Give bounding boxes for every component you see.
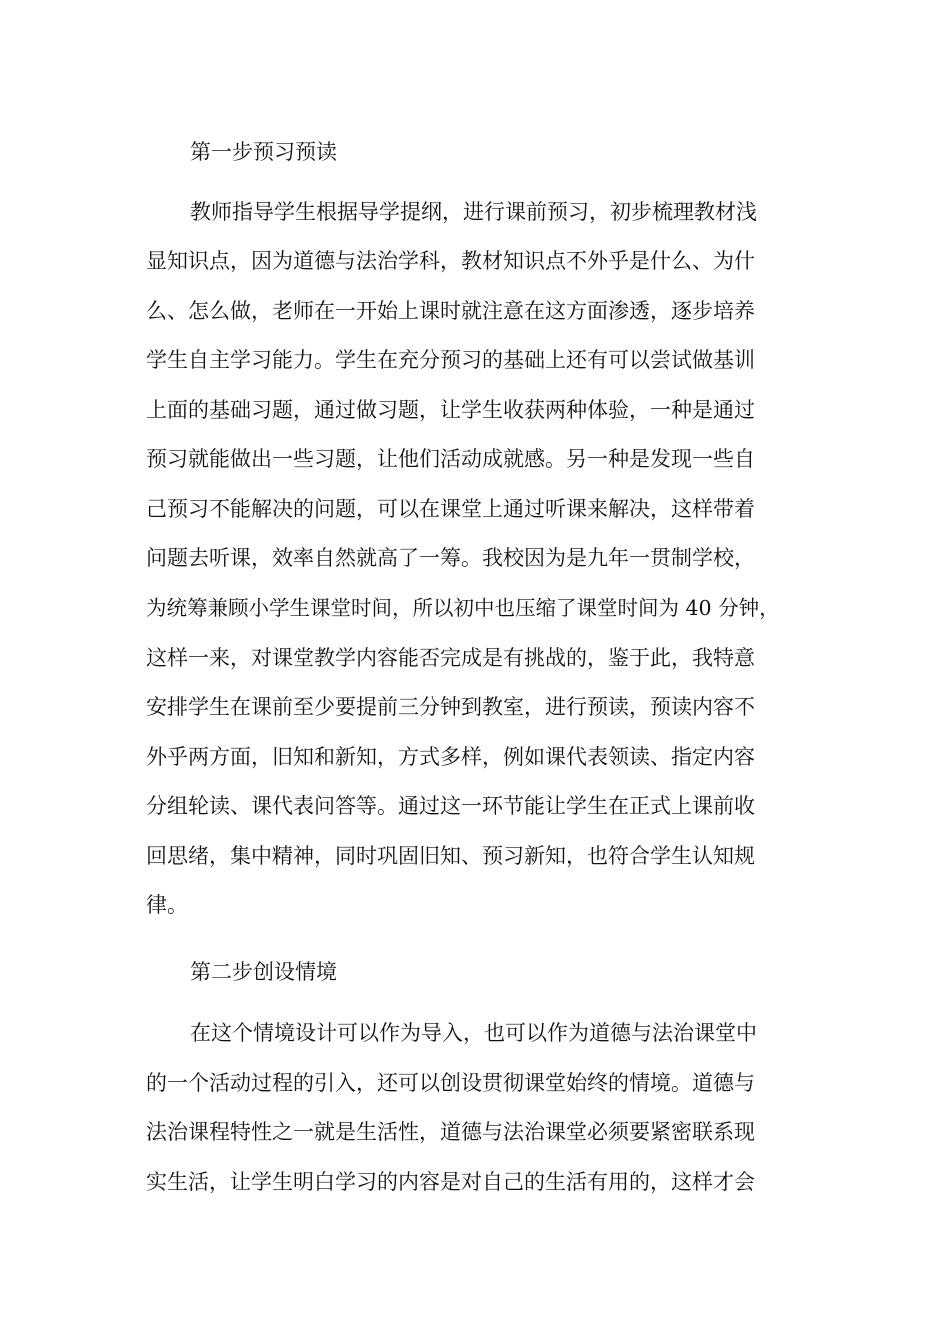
paragraph-line: 外乎两方面，旧知和新知，方式多样，例如课代表领读、指定内容 bbox=[146, 745, 755, 769]
paragraph-line: 律。 bbox=[146, 893, 188, 917]
section-heading: 第一步预习预读 bbox=[190, 140, 337, 164]
paragraph-line: 为统筹兼顾小学生课堂时间，所以初中也压缩了课堂时间为 40 分钟， bbox=[146, 596, 780, 620]
paragraph-line: 在这个情境设计可以作为导入，也可以作为道德与法治课堂中 bbox=[190, 1021, 757, 1045]
paragraph-line: 上面的基础习题，通过做习题，让学生收获两种体验，一种是通过 bbox=[146, 398, 755, 422]
paragraph-line: 己预习不能解决的问题，可以在课堂上通过听课来解决，这样带着 bbox=[146, 497, 755, 521]
paragraph-line: 学生自主学习能力。学生在充分预习的基础上还有可以尝试做基训 bbox=[146, 348, 755, 372]
paragraph-line: 安排学生在课前至少要提前三分钟到教室，进行预读，预读内容不 bbox=[146, 695, 755, 719]
paragraph-line: 显知识点，因为道德与法治学科，教材知识点不外乎是什么、为什 bbox=[146, 249, 755, 273]
paragraph-line: 问题去听课，效率自然就高了一筹。我校因为是九年一贯制学校， bbox=[146, 546, 755, 570]
paragraph-line: 教师指导学生根据导学提纲，进行课前预习，初步梳理教材浅 bbox=[190, 200, 757, 224]
paragraph-line: 么、怎么做，老师在一开始上课时就注意在这方面渗透，逐步培养 bbox=[146, 299, 755, 323]
paragraph-line: 实生活，让学生明白学习的内容是对自己的生活有用的，这样才会 bbox=[146, 1170, 755, 1194]
paragraph-line: 的一个活动过程的引入，还可以创设贯彻课堂始终的情境。道德与 bbox=[146, 1071, 755, 1095]
paragraph-line: 回思绪，集中精神，同时巩固旧知、预习新知，也符合学生认知规 bbox=[146, 844, 755, 868]
section-heading: 第二步创设情境 bbox=[190, 960, 337, 984]
paragraph-line: 预习就能做出一些习题，让他们活动成就感。另一种是发现一些自 bbox=[146, 447, 755, 471]
paragraph-line: 分组轮读、课代表问答等。通过这一环节能让学生在正式上课前收 bbox=[146, 794, 755, 818]
paragraph-line: 这样一来，对课堂教学内容能否完成是有挑战的，鉴于此，我特意 bbox=[146, 646, 755, 670]
paragraph-line: 法治课程特性之一就是生活性，道德与法治课堂必须要紧密联系现 bbox=[146, 1120, 755, 1144]
